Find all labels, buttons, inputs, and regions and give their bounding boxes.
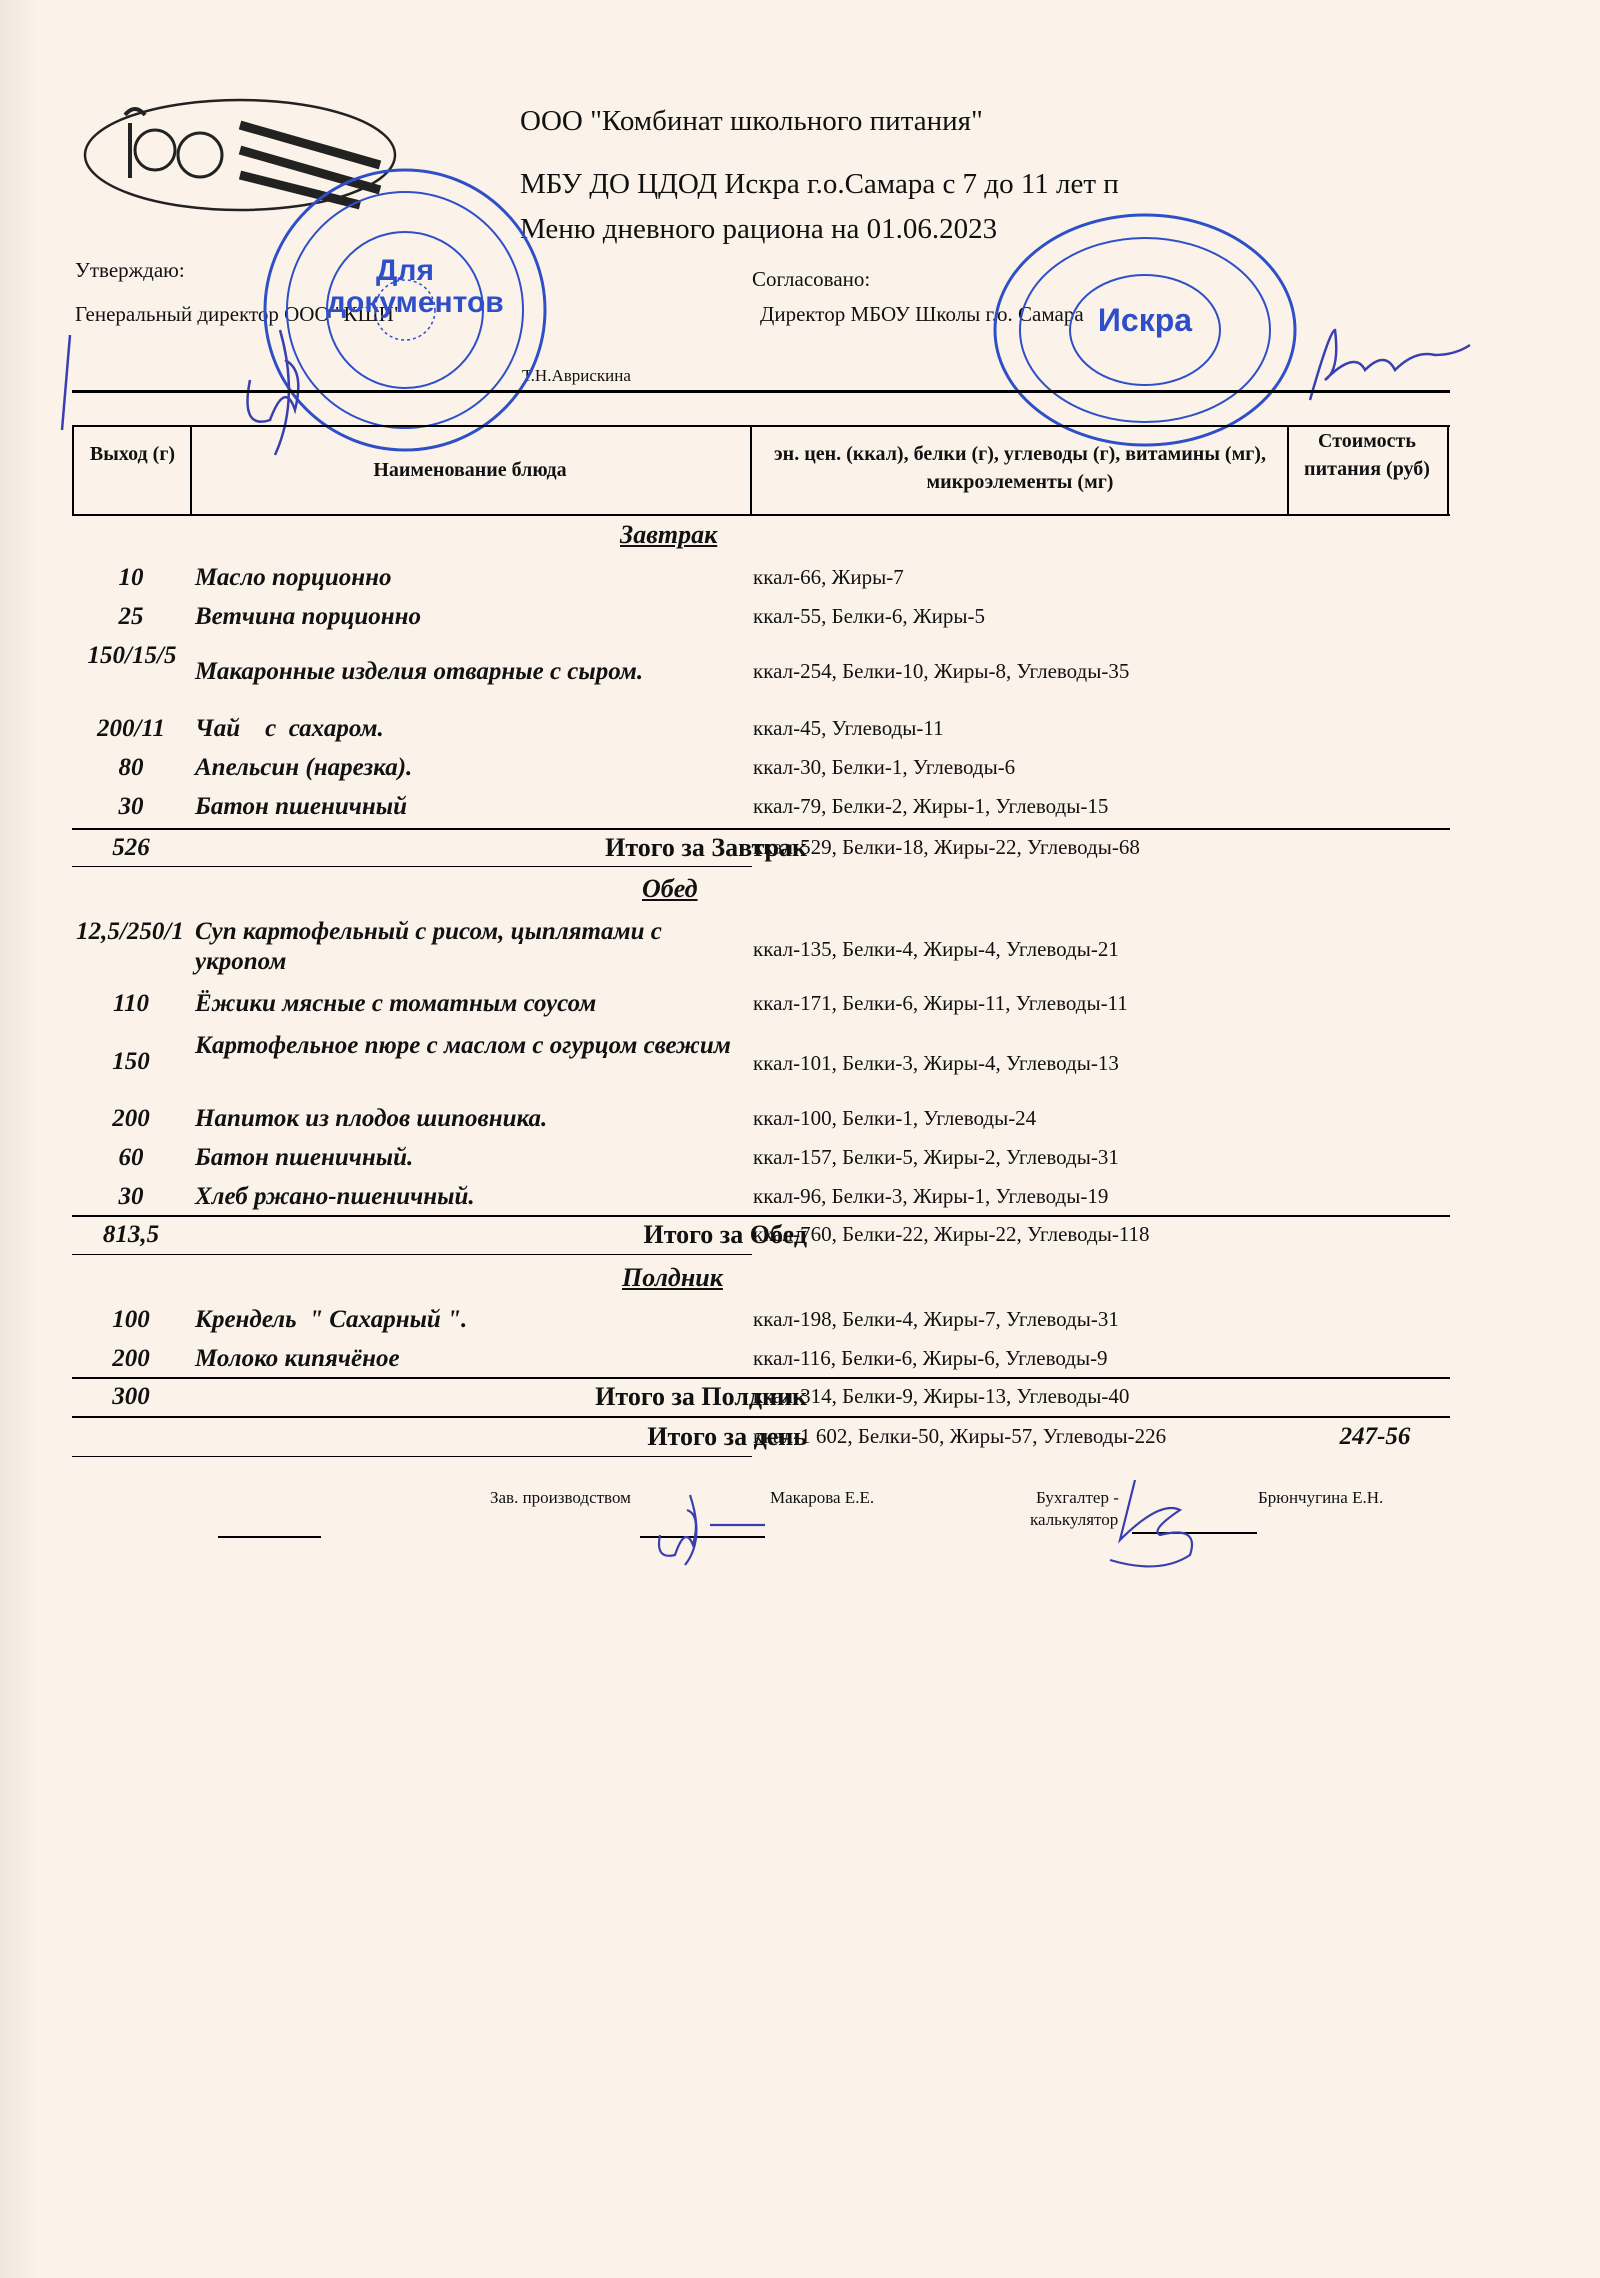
day-total-cost: 247-56	[1339, 1423, 1411, 1450]
row-out: 110	[112, 990, 150, 1017]
total-out: 300	[112, 1383, 150, 1410]
row-nutrition: ккал-157, Белки-5, Жиры-2, Углеводы-31	[753, 1145, 1119, 1169]
header-out: Выход (г)	[89, 443, 176, 465]
approve-label: Утверждаю:	[75, 258, 185, 282]
row-dish: Ветчина порционно	[195, 603, 422, 630]
day-total-nutrition: ккал-1 602, Белки-50, Жиры-57, Углеводы-226	[753, 1424, 1167, 1448]
stamp-center-text: Искра	[1097, 302, 1193, 338]
section-title-lunch: Обед	[642, 874, 698, 903]
row-out: 10	[118, 564, 144, 591]
school-stamp	[990, 210, 1300, 450]
row-dish: Картофельное пюре с маслом с огурцом свежим	[195, 1032, 731, 1059]
production-signature	[640, 1490, 770, 1570]
row-out: 60	[118, 1144, 144, 1171]
row-out: 150	[112, 1048, 150, 1075]
row-out: 150/15/5	[87, 642, 177, 669]
header-cost: Стоимость питания (руб)	[1304, 430, 1430, 480]
row-out: 80	[118, 754, 144, 781]
production-name: Макарова Е.Е.	[770, 1488, 875, 1507]
signature-line	[218, 1536, 321, 1538]
total-nutrition: ккал-760, Белки-22, Жиры-22, Углеводы-118	[753, 1222, 1150, 1246]
col-divider	[750, 425, 752, 516]
col-divider	[1447, 425, 1449, 516]
col-divider	[72, 425, 74, 516]
row-out: 200	[112, 1105, 150, 1132]
row-dish: Батон пшеничный.	[195, 1144, 414, 1171]
accountant-label: Бухгалтер -	[1036, 1488, 1119, 1507]
row-nutrition: ккал-116, Белки-6, Жиры-6, Углеводы-9	[753, 1346, 1108, 1370]
total-rule	[72, 1215, 1450, 1217]
total-out: 813,5	[102, 1221, 160, 1248]
menu-title: Меню дневного рациона на 01.06.2023	[520, 213, 998, 245]
table-header-bottom	[72, 514, 1450, 516]
total-nutrition: ккал-314, Белки-9, Жиры-13, Углеводы-40	[753, 1384, 1130, 1408]
production-label: Зав. производством	[490, 1488, 631, 1507]
row-out: 30	[118, 793, 144, 820]
row-out: 25	[118, 603, 144, 630]
row-nutrition: ккал-45, Углеводы-11	[753, 716, 944, 740]
row-dish: Апельсин (нарезка).	[195, 754, 413, 781]
total-label: Итого за Полдник	[595, 1382, 807, 1411]
total-rule	[72, 1254, 752, 1255]
approve-position: Генеральный директор ООО "КШП"	[75, 302, 403, 326]
company-name: ООО "Комбинат школьного питания"	[520, 105, 983, 137]
total-rule	[72, 1416, 1450, 1418]
row-nutrition: ккал-171, Белки-6, Жиры-11, Углеводы-11	[753, 991, 1128, 1015]
section-title-snack: Полдник	[622, 1263, 723, 1292]
row-dish: Суп картофельный с рисом, цыплятами с укропом	[195, 918, 662, 975]
row-out: 200/11	[96, 715, 166, 742]
agreed-label: Согласовано:	[752, 267, 871, 291]
total-out: 526	[112, 834, 150, 861]
total-label: Итого за Завтрак	[605, 833, 807, 862]
school-name: МБУ ДО ЦДОД Искра г.о.Самара с 7 до 11 лет п	[520, 168, 1119, 200]
row-out: 200	[112, 1345, 150, 1372]
row-dish: Крендель " Сахарный ".	[195, 1306, 468, 1333]
row-dish: Батон пшеничный	[195, 793, 407, 820]
col-divider	[1287, 425, 1289, 516]
row-nutrition: ккал-79, Белки-2, Жиры-1, Углеводы-15	[753, 794, 1109, 818]
accountant-name: Брюнчугина Е.Н.	[1258, 1488, 1384, 1507]
total-nutrition: ккал-529, Белки-18, Жиры-22, Углеводы-68	[753, 835, 1140, 859]
row-nutrition: ккал-101, Белки-3, Жиры-4, Углеводы-13	[753, 1051, 1119, 1075]
row-nutrition: ккал-100, Белки-1, Углеводы-24	[753, 1106, 1037, 1130]
accountant-label-2: калькулятор	[1030, 1510, 1119, 1529]
row-dish: Хлеб ржано-пшеничный.	[195, 1183, 475, 1210]
row-nutrition: ккал-66, Жиры-7	[753, 565, 904, 589]
approve-name: Т.Н.Аврискина	[522, 366, 631, 385]
row-nutrition: ккал-96, Белки-3, Жиры-1, Углеводы-19	[753, 1184, 1109, 1208]
header-rule	[72, 390, 1450, 393]
row-nutrition: ккал-135, Белки-4, Жиры-4, Углеводы-21	[753, 937, 1119, 961]
row-out: 12,5/250/1	[76, 918, 184, 945]
row-nutrition: ккал-30, Белки-1, Углеводы-6	[753, 755, 1016, 779]
row-dish: Молоко кипячёное	[195, 1345, 400, 1372]
row-out: 30	[118, 1183, 144, 1210]
row-out: 100	[112, 1306, 150, 1333]
day-total-label: Итого за день	[647, 1422, 807, 1451]
total-rule	[72, 866, 752, 867]
total-rule	[72, 1377, 1450, 1379]
row-dish: Чай с сахаром.	[195, 715, 384, 742]
section-title-breakfast: Завтрак	[620, 520, 718, 549]
agreed-position: Директор МБОУ Школы г.о. Самара	[760, 302, 1084, 326]
row-nutrition: ккал-254, Белки-10, Жиры-8, Углеводы-35	[753, 659, 1130, 683]
header-nutrition: эн. цен. (ккал), белки (г), углеводы (г), витамины (мг), микроэлементы (мг)	[774, 443, 1266, 493]
header-name: Наименование блюда	[373, 459, 567, 481]
row-dish: Ёжики мясные с томатным соусом	[195, 990, 597, 1017]
total-rule	[72, 828, 1450, 830]
row-nutrition: ккал-55, Белки-6, Жиры-5	[753, 604, 986, 628]
total-label: Итого за Обед	[643, 1220, 807, 1249]
row-dish: Макаронные изделия отварные с сыром.	[195, 658, 644, 685]
stamp-center-text: Для документов	[327, 254, 504, 319]
row-dish: Масло порционно	[195, 564, 392, 591]
table-top-border	[72, 425, 1450, 427]
row-dish: Напиток из плодов шиповника.	[195, 1105, 548, 1132]
accountant-signature	[1085, 1470, 1245, 1580]
scan-edge	[0, 0, 38, 2278]
agreed-signature	[1280, 320, 1480, 410]
row-nutrition: ккал-198, Белки-4, Жиры-7, Углеводы-31	[753, 1307, 1119, 1331]
day-total-rule	[72, 1456, 752, 1457]
